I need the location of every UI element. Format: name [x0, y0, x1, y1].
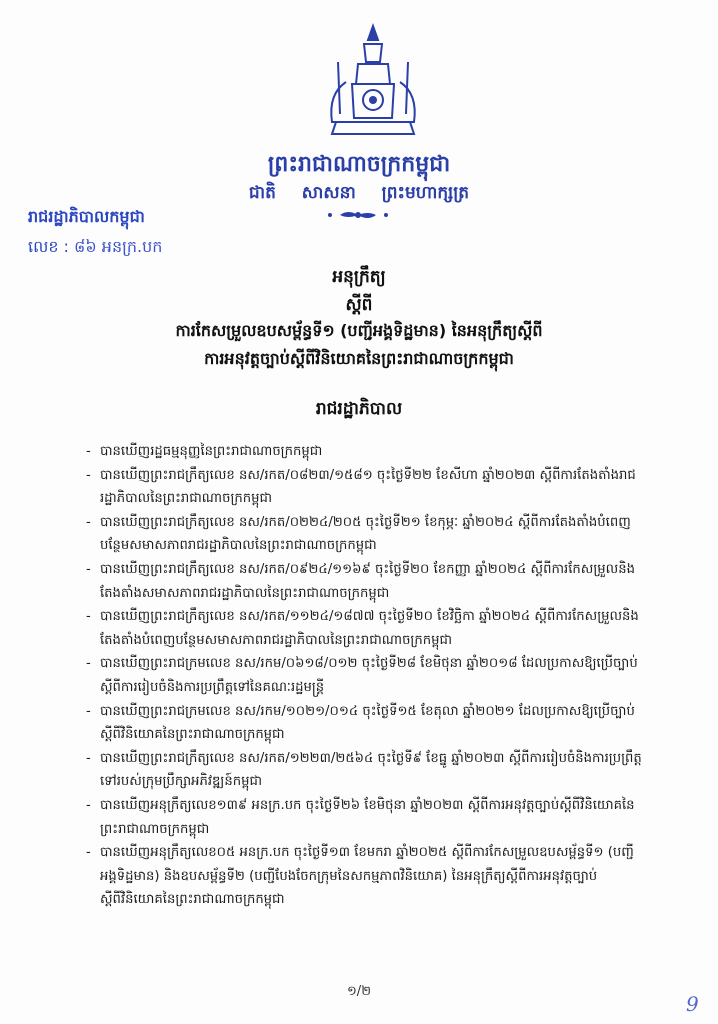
recital-item: - បានឃើញអនុក្រឹត្យលេខ០៥ អនក្រ.បក ចុះថ្ងៃទី១៣ ខែមករា ឆ្នាំ២០២៥ ស្តីពីការកែសម្រួលឧបសម្ព័ន្ធទី១ (បញ្ជីអង្គទិដ្ឋមាន) និងឧបសម្ព័ន្ធទី២ (បញ្ជីបែងចែកក្រុមនៃសកម្មភាពវិនិយោគ) នៃអនុក្រឹត្យស្តីពីការអនុវត្តច្បាប់ស្តីពីវិនិយោគនៃព្រះរាជាណាចក្រកម្ពុជា [86, 841, 646, 912]
divider-ornament-icon [318, 208, 398, 222]
handwritten-mark: 9 [686, 992, 699, 1016]
recital-item: - បានឃើញព្រះរាជក្រឹត្យលេខ នស/រកត/១២២៣/២៥៦៤ ចុះថ្ងៃទី៩ ខែធ្នូ ឆ្នាំ២០២៣ ស្តីពីការរៀបចំនិងការប្រព្រឹត្តទៅរបស់ក្រុមប្រឹក្សាអភិវឌ្ឍន៍កម្ពុជា [86, 747, 646, 794]
recitals-list [86, 440, 646, 912]
royal-emblem-icon [318, 22, 428, 140]
issuing-authority: រាជរដ្ឋាភិបាលកម្ពុជា [28, 207, 145, 226]
number-label: លេខ : [28, 237, 69, 256]
title-subject-line2: ការអនុវត្តច្បាប់ស្តីពីវិនិយោគនៃព្រះរាជាណាចក្រកម្ពុជា [204, 349, 514, 368]
recital-item: - បានឃើញអនុក្រឹត្យលេខ១៣៩ អនក្រ.បក ចុះថ្ងៃទី២៦ ខែមិថុនា ឆ្នាំ២០២៣ ស្តីពីការអនុវត្តច្បាប់ស្តីពីវិនិយោគនៃព្រះរាជាណាចក្រកម្ពុជា [86, 794, 646, 841]
title-subject-line1: ការកែសម្រួលឧបសម្ព័ន្ធទី១ (បញ្ជីអង្គទិដ្ឋមាន) នៃអនុក្រឹត្យស្តីពី [175, 321, 543, 340]
document-number [28, 236, 162, 260]
recital-item: - បានឃើញព្រះរាជក្រឹត្យលេខ នស/រកត/០២២៤/២០៥ ចុះថ្ងៃទី២១ ខែកុម្ភៈ ឆ្នាំ២០២៤ ស្តីពីការតែងតាំងបំពេញបន្ថែមសមាសភាពរាជរដ្ឋាភិបាលនៃព្រះរាជាណាចក្រកម្ពុជា [86, 511, 646, 558]
national-motto: ជាតិ សាសនា ព្រះមហាក្សត្រ [248, 183, 470, 203]
recital-item: - បានឃើញព្រះរាជក្រឹត្យលេខ នស/រកត/០៨២៣/១៥៨១ ចុះថ្ងៃទី២២ ខែសីហា ឆ្នាំ២០២៣ ស្តីពីការតែងតាំងរាជរដ្ឋាភិបាលនៃព្រះរាជាណាចក្រកម្ពុជា [86, 464, 646, 511]
recital-item: - បានឃើញព្រះរាជក្រមលេខ នស/រកម/១០២១/០១៤ ចុះថ្ងៃទី១៥ ខែតុលា ឆ្នាំ២០២១ ដែលប្រកាសឱ្យប្រើច្បាប់ស្តីពីវិនិយោគនៃព្រះរាជាណាចក្រកម្ពុជា [86, 700, 646, 747]
recital-item: - បានឃើញព្រះរាជក្រឹត្យលេខ នស/រកត/០៩២៤/១១៦៩ ចុះថ្ងៃទី២០ ខែកញ្ញា ឆ្នាំ២០២៤ ស្តីពីការកែសម្រួលនិងតែងតាំងសមាសភាពរាជរដ្ឋាភិបាលនៃព្រះរាជាណាចក្រកម្ពុជា [86, 558, 646, 605]
number-value: ៨៦ អនក្រ.បក [74, 237, 163, 256]
issuer-heading: រាជរដ្ឋាភិបាល [315, 399, 403, 419]
recital-item: - បានឃើញព្រះរាជក្រមលេខ នស/រកម/០៦១៨/០១២ ចុះថ្ងៃទី២៨ ខែមិថុនា ឆ្នាំ២០១៨ ដែលប្រកាសឱ្យប្រើច្បាប់ស្តីពីការរៀបចំនិងការប្រព្រឹត្តទៅនៃគណៈរដ្ឋមន្ត្រី [86, 652, 646, 699]
recital-item: - បានឃើញព្រះរាជក្រឹត្យលេខ នស/រកត/១១២៤/១៨៧៧ ចុះថ្ងៃទី២០ ខែវិច្ឆិកា ឆ្នាំ២០២៤ ស្តីពីការកែសម្រួលនិងតែងតាំងបំពេញបន្ថែមសមាសភាពរាជរដ្ឋាភិបាលនៃព្រះរាជាណាចក្រកម្ពុជា [86, 605, 646, 652]
recital-item: - បានឃើញរដ្ឋធម្មនុញ្ញនៃព្រះរាជាណាចក្រកម្ពុជា [86, 440, 646, 464]
kingdom-heading: ព្រះរាជាណាចក្រកម្ពុជា [267, 151, 451, 177]
document-type: អនុក្រឹត្យ [332, 267, 386, 287]
title-on: ស្តីពី [345, 295, 373, 315]
page-number: ១/២ [346, 984, 372, 999]
